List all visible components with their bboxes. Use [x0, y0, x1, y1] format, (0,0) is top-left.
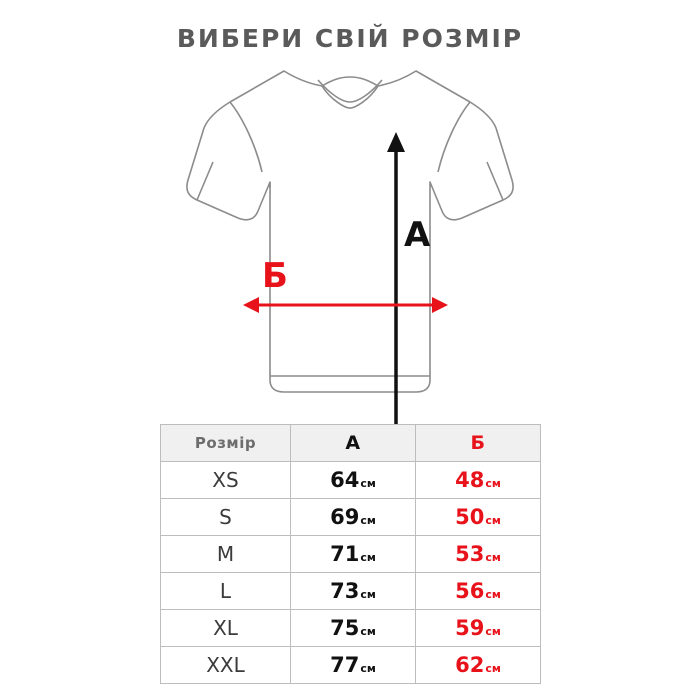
tshirt-illustration: [0, 60, 700, 410]
unit-label: см: [485, 477, 501, 490]
value-a-number: 77: [330, 653, 360, 677]
cell-value-b: [416, 462, 541, 499]
cell-value-b: [416, 536, 541, 573]
horizontal-measure-arrow-icon: [243, 295, 448, 315]
table-row: [161, 462, 541, 499]
measure-label-b: Б: [262, 256, 288, 296]
cell-value-a: [291, 536, 416, 573]
vertical-measure-arrow-icon: [385, 132, 407, 452]
size-table-container: [160, 424, 540, 684]
unit-label: см: [485, 588, 501, 601]
value-b-number: 48: [455, 468, 485, 492]
cell-size: L: [161, 573, 291, 610]
value-a-number: 73: [330, 579, 360, 603]
cell-value-a: [291, 499, 416, 536]
size-diagram: [0, 60, 700, 410]
unit-label: см: [360, 477, 376, 490]
measure-label-a: А: [404, 215, 431, 255]
page-title: ВИБЕРИ СВІЙ РОЗМІР: [176, 24, 524, 53]
unit-label: см: [360, 514, 376, 527]
cell-value-a: [291, 462, 416, 499]
cell-value-b: [416, 499, 541, 536]
unit-label: см: [360, 625, 376, 638]
cell-value-a: [291, 573, 416, 610]
cell-value-b: [416, 647, 541, 684]
cell-size: S: [161, 499, 291, 536]
value-b-number: 50: [455, 505, 485, 529]
table-header-a: А: [291, 425, 416, 462]
cell-value-a: [291, 610, 416, 647]
size-table: [160, 424, 541, 684]
unit-label: см: [485, 662, 501, 675]
cell-value-b: [416, 610, 541, 647]
value-a-number: 64: [330, 468, 360, 492]
table-header-size: Розмір: [161, 425, 291, 462]
unit-label: см: [360, 551, 376, 564]
value-a-number: 75: [330, 616, 360, 640]
table-header-row: [161, 425, 541, 462]
value-b-number: 59: [455, 616, 485, 640]
cell-value-b: [416, 573, 541, 610]
unit-label: см: [360, 662, 376, 675]
value-b-number: 56: [455, 579, 485, 603]
table-header-b: Б: [416, 425, 541, 462]
cell-size: XXL: [161, 647, 291, 684]
table-row: [161, 499, 541, 536]
unit-label: см: [485, 551, 501, 564]
unit-label: см: [360, 588, 376, 601]
table-row: [161, 536, 541, 573]
value-a-number: 71: [330, 542, 360, 566]
cell-size: M: [161, 536, 291, 573]
table-row: [161, 573, 541, 610]
cell-size: XS: [161, 462, 291, 499]
value-b-number: 62: [455, 653, 485, 677]
table-row: [161, 610, 541, 647]
table-row: [161, 647, 541, 684]
value-a-number: 69: [330, 505, 360, 529]
cell-size: XL: [161, 610, 291, 647]
unit-label: см: [485, 625, 501, 638]
value-b-number: 53: [455, 542, 485, 566]
unit-label: см: [485, 514, 501, 527]
cell-value-a: [291, 647, 416, 684]
